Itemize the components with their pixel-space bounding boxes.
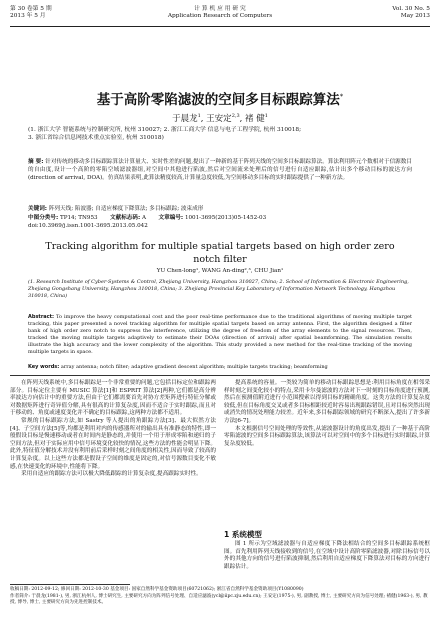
clc-label: 中图分类号: (28, 215, 59, 221)
volume-issue: 第 30 卷第 5 期 2013 年 5 月 (10, 6, 52, 19)
footnote-line: 收稿日期: 2012-09-12; 修回日期: 2012-10-30 基金项目: 国家自然科学基金资助项目(60721062); 浙江省自然科学基金资助项目(Y1080090) (10, 587, 304, 592)
keywords-label: 关键词: (28, 206, 48, 212)
doc-code-value: A (142, 215, 147, 221)
title-footnote-mark: * (339, 92, 344, 101)
affiliation-line: 3. 浙江省综合信息网技术重点实验室, 杭州 310018) (28, 135, 164, 141)
abstract-label: 摘 要: (28, 159, 44, 165)
footnote-divider (10, 584, 130, 585)
article-number-label: 文章编号: (158, 215, 184, 221)
paper-title-cn (10, 88, 430, 108)
footnote-line: 作者简介: 于晨龙(1981-), 男, 浙江杭州人, 博士研究生, 主要研究方向为阵列信号处理、自适应滤波(ycl@iipc.zju.edu.cn); 王安定(1975-), 男, 副教授, 博士, 主要研究方向为信号处理; 褚健(1963-), 男, 教授, 博导, 博士, 主要研究方向为先进控制技术。 (10, 593, 428, 605)
article-number-value: 1001-3695(2013)05-1452-03 (184, 215, 267, 221)
author: 于晨龙 (172, 114, 198, 124)
abstract-cn (28, 158, 412, 182)
keywords-text: 阵列天线; 陷波器; 自适应梯度下降算法; 多目标跟踪; 波束成形 (48, 206, 204, 212)
section-body (224, 541, 430, 571)
keywords-en-text: array antenna; notch filter; adaptive gradient descent algorithm; multiple targets tracking; beamforming (60, 364, 328, 370)
author-sup: 1 (197, 113, 201, 120)
author-list-en: YU Chen-long¹, WANG An-ding²,³, CHU Jian¹ (156, 268, 284, 274)
affiliation-line: (1. 浙江大学 智能系统与控制研究所, 杭州 310027; 2. 浙江工商大学 信息与电子工程学院, 杭州 310018; (28, 127, 302, 133)
body-column-right (224, 380, 430, 448)
paragraph: 图 1 所示为空域滤波器与自适应梯度下降法相结合的空间多目标跟踪系统框图。首先利用阵列天线接收到的信号,在空域中设计高阶零陷滤波器,对除目标信号以外的其他方向的信号进行陷波抑制,然后利用自适应梯度下降算法对目标的方向进行跟踪估计。 (224, 541, 430, 570)
paragraph: 常规的目标跟踪方法,如 Sastry 等人提出的角跟踪方法[3]、最大似然方法[4]、子空间方法[5]等,均都是利用对内的传感器所对的输出具有准静态的特性,即一般假设目标是慢速移动或者在时间内是静态的,并使用一个用于形成零陷和递归的子空间方法,但对于实际应用中信号环境变化较快的情况,这些方法的性能会明显下降。此外,特征值分解技术并没有利用前后采样时刻之间角度的相关性,因而导致了较高的计算复杂度。以上这些方法都是假设子空间的维度是固定的,对信号源数目变化不敏感,在快速变化的环境中,性能将下降。 (10, 417, 216, 470)
keywords-en-label: Key words: (28, 364, 60, 370)
author: 王安定 (206, 114, 232, 124)
abstract-en (28, 314, 412, 356)
classification-line (28, 214, 412, 222)
abstract-en-label: Abstract: (28, 314, 55, 320)
title-text: 基于高阶零陷滤波的空间多目标跟踪算法 (96, 92, 340, 108)
body-column-left (10, 380, 216, 479)
doc-code-label: 文献标志码: (110, 215, 141, 221)
section-heading: 1 系统模型 (224, 530, 262, 539)
doi-line: doi:10.3969/j.issn.1001-3695.2013.05.042 (28, 223, 148, 229)
author-sup: 1 (264, 113, 268, 120)
abstract-en-text: To improve the heavy computational cost and the poor real-time performance due to the traditional algorithms of moving multiple target tracking, this paper presented a novel tracking algorithm for multiple spatial targets based on array antenna. First, the algorithm designed a filter bank of high order zero notch to suppress the interference, utilizing the degree of freedom of the array elements to the signal resources. Then, tracked the moving multiple targets adaptively to estimate their DOAs (direction of arrival) after spatial beamforming. The simulation results illustrate the high accuracy and the lower complexity of the algorithm. This study provided a new method for the real-time tracking of the moving multiple targets in space. (28, 314, 412, 355)
keywords-cn (28, 205, 412, 213)
journal-header (10, 6, 430, 27)
affiliation-en: (1. Research Institute of Cyber-Systems & Control, Zhejiang University, Hangzhou 310027, China; 2. School of Information & Electronic Engineering, Zhejiang Gongshang University, Hangzhou 310018, China; 3. Zhejiang Provincial Key Laboratory of Information Network Technology, Hangzhou 310018, China) (28, 279, 409, 299)
abstract-text: 针对传统的移动多目标跟踪算法计算量大、实时性差的问题,提出了一种新的基于阵列天线的空间多目标跟踪算法。算法利用阵元个数相对于信源数目的自由度,设计一个高阶的零陷空域滤波器组,对空间中其他进行陷波,然后对空间流来处理后的信号进行自适应跟踪,估计出多个移动目标的波达方向(direction of arrival, DOA)。仿真结果表明,此算法精度较高,计算量急度较低,为空间移动多目标的实时跟踪提供了一种新方法。 (28, 159, 413, 181)
volume-issue-en: Vol. 30 No. 5 May 2013 (392, 6, 430, 19)
paragraph: 在阵列天线系统中,多目标跟踪是一个非常重要的问题,它包括目标定位和跟踪两部分。目标定位主要有 MUSIC 算法[1]和 ESPRIT 算法[2]两种,它们都是高分辨率波达方向估计中的重要方法,但由于它们都需要首先对协方差矩阵进行特征分解或对数据矩阵进行奇异值分解,具有很高的计算复杂度,因而不适合于实时跟踪,而且对于移动的、角度或速度变化并不确定的目标跟踪,这两种方法都不适用。 (10, 380, 216, 417)
author: 褚 健 (245, 114, 265, 124)
journal-name: 计 算 机 应 用 研 究 Application Research of Computers (167, 6, 273, 19)
divider (10, 375, 430, 376)
keywords-en (28, 364, 412, 371)
author-sup: 2,3 (231, 113, 240, 120)
paragraph: 本文根据信号空间处理的等效性,从滤波器设计的角度出发,提出了一种基于高阶零陷滤波的空间多目标跟踪算法,该算法可以对空间中的多个目标进行实时跟踪,计算复杂度较低。 (224, 425, 430, 447)
paragraph: 提高系统的容量。一类较为简单的移动目标跟踪思想是:利用目标角度在相邻采样时刻之间变化较小的特点,采用卡尔曼滤波的方法对下一时刻的目标角度进行预测,然后在预测值附近进行小范围搜索以得到目标的精确角度。这类方法的计算复杂度较低,但在目标角度交叉或者多目标相距较近时容易出现跟踪错误,且对目标突然出现或消失的情况处理能力较差。近年来,多目标跟踪领域的研究不断深入,提出了许多新方法[6-7]。 (224, 380, 430, 424)
paragraph: 采用自适应的跟踪方法可以极大降低跟踪的计算复杂度,提高跟踪实时性。 (21, 471, 202, 478)
footnote (10, 587, 430, 607)
author-list-cn: 于晨龙$^1$, 王安定$^{2,3}$, 褚 健$^1$ (172, 113, 268, 124)
clc-value: TP14; TN953 (60, 215, 98, 221)
paper-title-en: Tracking algorithm for multiple spatial targets based on high order zero notch filter (45, 241, 395, 265)
